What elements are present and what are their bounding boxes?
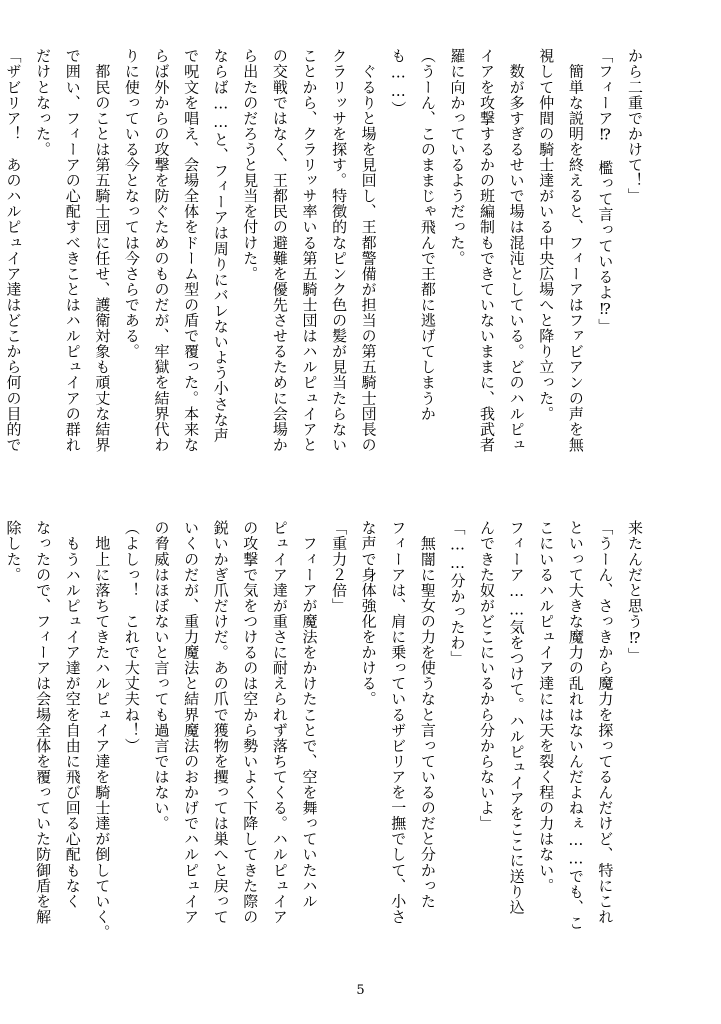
text-line: で囲い、フィーアの心配すべきことはハルピュイアの群れ <box>63 48 82 453</box>
text-line: といって大きな魔力の乱れはないんだよねぇ……でも、こ <box>566 520 585 931</box>
text-line: 数が多すぎるせいで場は混沌としている。どのハルピュ <box>507 48 526 453</box>
text-line: ら出たのだろうと見当を付けた。 <box>241 48 260 282</box>
text-line: 「フィーア⁉ 檻って言っているよ⁉」 <box>596 48 615 334</box>
text-line: 「……分かったわ」 <box>448 520 467 666</box>
text-line: 簡単な説明を終えると、フィーアはファビアンの声を無 <box>566 48 585 453</box>
text-line: フィーアは、肩に乗っているザビリアを一撫でして、小さ <box>389 520 408 925</box>
text-line: なったので、フィーアは会場全体を覆っていた防御盾を解 <box>34 520 53 925</box>
text-line: ピュイア達が重さに耐えられず落ちてくる。ハルピュイア <box>270 520 289 925</box>
text-line: だけとなった。 <box>34 48 53 157</box>
text-line: 無闇に聖女の力を使うなと言っているのだと分かった <box>418 520 437 909</box>
text-line: 羅に向かっているようだった。 <box>448 48 467 266</box>
text-line: こにいるハルピュイア達には天を裂く程の力はない。 <box>537 520 556 894</box>
text-line: 「ザビリア！ あのハルピュイア達はどこから何の目的で <box>4 48 23 453</box>
text-line: ことから、クラリッサ率いる第五騎士団はハルピュイアと <box>300 48 319 453</box>
text-line: 鋭いかぎ爪だけだ。あの爪で獲物を攫っては巣へと戻って <box>211 520 230 925</box>
text-line: フィーアが魔法をかけたことで、空を舞っていたハル <box>300 520 319 909</box>
text-line: イアを攻撃するかの班編制もできていないままに、我武者 <box>478 48 497 453</box>
text-line: 「重力２倍」 <box>330 520 349 614</box>
text-line: 都民のことは第五騎士団に任せ、護衛対象も頑丈な結界 <box>93 48 112 453</box>
text-line: （よしっ！ これで大丈夫ね！） <box>122 520 141 754</box>
text-line: んできた奴がどこにいるから分からないよ」 <box>478 520 497 831</box>
text-line: で呪文を唱え、会場全体をドーム型の盾で覆った。本来な <box>182 48 201 453</box>
text-block-bottom <box>4 520 649 960</box>
text-line: もうハルピュイア達が空を自由に飛び回る心配もなく <box>63 520 82 909</box>
text-line: らば外からの攻撃を防ぐためのものだが、牢獄を結界代わ <box>152 48 171 453</box>
text-line: （うーん、このままじゃ飛んで王都に逃げてしまうか <box>418 48 437 422</box>
text-line: りに使っている今となっては今さらである。 <box>122 48 141 359</box>
text-line: ならば……と、フィーアは周りにバレないよう小さな声 <box>211 48 230 443</box>
text-line: な声で身体強化をかける。 <box>359 520 378 707</box>
text-line: 「うーん、さっきから魔力を探ってるんだけど、特にこれ <box>596 520 615 925</box>
text-line: も……） <box>389 48 408 117</box>
text-block-top <box>4 48 649 488</box>
text-line: の交戦ではなく、王都民の避難を優先させるために会場か <box>270 48 289 453</box>
text-line: の脅威はほぼないと言っても過言ではない。 <box>152 520 171 831</box>
text-line: 来たんだと思う⁉」 <box>626 520 644 663</box>
text-line: いくのだが、重力魔法と結界魔法のおかげでハルピュイア <box>182 520 201 925</box>
text-line: 地上に落ちてきたハルピュイア達を騎士達が倒していく。 <box>93 520 112 940</box>
text-line: ぐるりと場を見回し、王都警備が担当の第五騎士団長の <box>359 48 378 453</box>
text-line: の攻撃で気をつけるのは空から勢いよく下降してきた際の <box>241 520 260 925</box>
text-line: フィーア……気をつけて。ハルピュイアをここに送り込 <box>507 520 526 915</box>
text-line: 視して仲間の騎士達がいる中央広場へと降り立った。 <box>537 48 556 422</box>
page-number: 5 <box>356 983 365 998</box>
text-line: 除した。 <box>4 520 23 583</box>
text-line: クラリッサを探す。特徴的なピンク色の髪が見当たらない <box>330 48 349 453</box>
text-line: から二重でかけて！」 <box>626 48 644 204</box>
